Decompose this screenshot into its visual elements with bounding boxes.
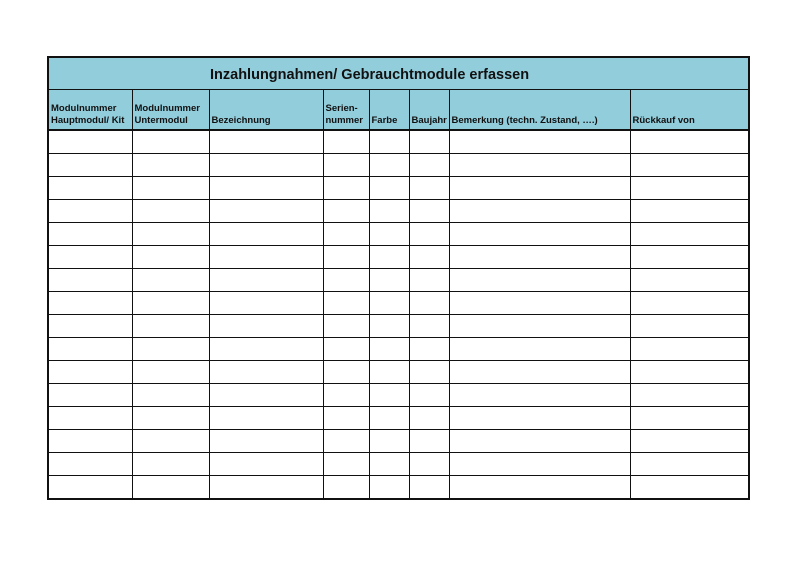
table-cell[interactable] (323, 268, 369, 291)
table-cell[interactable] (132, 153, 209, 176)
table-cell[interactable] (132, 245, 209, 268)
table-cell[interactable] (630, 245, 748, 268)
table-cell[interactable] (49, 475, 132, 498)
table-cell[interactable] (409, 475, 449, 498)
table-row (49, 153, 748, 176)
table-cell[interactable] (132, 429, 209, 452)
table-cell[interactable] (369, 406, 409, 429)
table-cell[interactable] (369, 222, 409, 245)
table-cell[interactable] (369, 452, 409, 475)
table-cell[interactable] (630, 291, 748, 314)
table-cell[interactable] (449, 153, 630, 176)
table-cell[interactable] (49, 337, 132, 360)
table-cell[interactable] (132, 268, 209, 291)
column-header-bemerkung: Bemerkung (techn. Zustand, ….) (449, 90, 630, 130)
table-cell[interactable] (369, 314, 409, 337)
form-title: Inzahlungnahmen/ Gebrauchtmodule erfassen (210, 67, 530, 83)
table-cell[interactable] (449, 475, 630, 498)
table-cell[interactable] (630, 176, 748, 199)
table-cell[interactable] (323, 452, 369, 475)
table-cell[interactable] (409, 429, 449, 452)
table-row (49, 475, 748, 498)
table-row (49, 406, 748, 429)
table-cell[interactable] (49, 429, 132, 452)
table-cell[interactable] (132, 383, 209, 406)
table-cell[interactable] (209, 475, 323, 498)
table-row (49, 360, 748, 383)
table-cell[interactable] (49, 314, 132, 337)
table-cell[interactable] (369, 383, 409, 406)
table-cell[interactable] (369, 475, 409, 498)
table-cell[interactable] (449, 360, 630, 383)
table-row (49, 337, 748, 360)
table-row (49, 222, 748, 245)
table-row (49, 130, 748, 153)
table-cell[interactable] (409, 176, 449, 199)
table-cell[interactable] (209, 130, 323, 153)
column-header-hauptmodul: Modulnummer Hauptmodul/ Kit (49, 90, 132, 130)
table-cell[interactable] (49, 406, 132, 429)
table-cell[interactable] (323, 176, 369, 199)
table-cell[interactable] (369, 153, 409, 176)
table-cell[interactable] (630, 337, 748, 360)
table-cell[interactable] (369, 130, 409, 153)
table-cell[interactable] (209, 268, 323, 291)
table-cell[interactable] (49, 452, 132, 475)
table-cell[interactable] (209, 406, 323, 429)
table-cell[interactable] (323, 475, 369, 498)
table-header-row (49, 90, 748, 130)
table-cell[interactable] (630, 314, 748, 337)
table-cell[interactable] (209, 314, 323, 337)
table-cell[interactable] (209, 199, 323, 222)
table-row (49, 199, 748, 222)
table-cell[interactable] (409, 314, 449, 337)
table-cell[interactable] (323, 222, 369, 245)
table-cell[interactable] (49, 268, 132, 291)
table-cell[interactable] (369, 337, 409, 360)
table-cell[interactable] (449, 199, 630, 222)
table-cell[interactable] (630, 268, 748, 291)
table-cell[interactable] (409, 199, 449, 222)
table-cell[interactable] (409, 245, 449, 268)
table-cell[interactable] (409, 360, 449, 383)
table-cell[interactable] (323, 337, 369, 360)
table-cell[interactable] (49, 130, 132, 153)
table-cell[interactable] (409, 222, 449, 245)
table-cell[interactable] (49, 176, 132, 199)
table-cell[interactable] (369, 199, 409, 222)
table-cell[interactable] (369, 291, 409, 314)
table-cell[interactable] (323, 406, 369, 429)
table-cell[interactable] (409, 291, 449, 314)
table-cell[interactable] (209, 452, 323, 475)
table-cell[interactable] (132, 199, 209, 222)
table-cell[interactable] (630, 360, 748, 383)
table-cell[interactable] (409, 383, 449, 406)
table-cell[interactable] (630, 153, 748, 176)
table-cell[interactable] (49, 291, 132, 314)
table-cell[interactable] (323, 314, 369, 337)
table-cell[interactable] (449, 130, 630, 153)
table-cell[interactable] (132, 314, 209, 337)
table-cell[interactable] (132, 452, 209, 475)
table-cell[interactable] (323, 360, 369, 383)
table-cell[interactable] (449, 337, 630, 360)
table-row (49, 314, 748, 337)
table-row (49, 383, 748, 406)
table-cell[interactable] (323, 291, 369, 314)
table-cell[interactable] (209, 383, 323, 406)
table-row (49, 268, 748, 291)
table-cell[interactable] (49, 153, 132, 176)
table-cell[interactable] (449, 429, 630, 452)
table-cell[interactable] (132, 291, 209, 314)
table-cell[interactable] (132, 176, 209, 199)
table-cell[interactable] (630, 383, 748, 406)
table-cell[interactable] (323, 153, 369, 176)
table-cell[interactable] (209, 222, 323, 245)
table-cell[interactable] (49, 199, 132, 222)
table-cell[interactable] (369, 429, 409, 452)
table-cell[interactable] (132, 337, 209, 360)
table-cell[interactable] (132, 130, 209, 153)
table-cell[interactable] (49, 383, 132, 406)
table-cell[interactable] (630, 199, 748, 222)
table-cell[interactable] (132, 222, 209, 245)
table-cell[interactable] (323, 245, 369, 268)
table-cell[interactable] (409, 406, 449, 429)
table-row (49, 291, 748, 314)
table-cell[interactable] (449, 176, 630, 199)
column-header-baujahr: Baujahr (409, 90, 449, 130)
table-cell[interactable] (449, 383, 630, 406)
table-cell[interactable] (409, 452, 449, 475)
table-cell[interactable] (449, 406, 630, 429)
table-row (49, 245, 748, 268)
table-cell[interactable] (209, 176, 323, 199)
table-cell[interactable] (132, 475, 209, 498)
table-cell[interactable] (132, 406, 209, 429)
table-cell[interactable] (209, 291, 323, 314)
table-cell[interactable] (409, 130, 449, 153)
table-row (49, 429, 748, 452)
table-cell[interactable] (630, 429, 748, 452)
table-cell[interactable] (209, 360, 323, 383)
intake-form-sheet (47, 56, 750, 500)
table-row (49, 452, 748, 475)
table-cell[interactable] (630, 452, 748, 475)
column-header-rueckkauf: Rückkauf von (630, 90, 748, 130)
intake-table (49, 90, 748, 498)
table-cell[interactable] (323, 429, 369, 452)
table-cell[interactable] (449, 268, 630, 291)
table-cell[interactable] (449, 245, 630, 268)
table-cell[interactable] (323, 199, 369, 222)
table-cell[interactable] (323, 130, 369, 153)
table-cell[interactable] (449, 291, 630, 314)
table-row (49, 176, 748, 199)
table-cell[interactable] (630, 406, 748, 429)
table-cell[interactable] (369, 176, 409, 199)
table-cell[interactable] (323, 383, 369, 406)
table-cell[interactable] (209, 153, 323, 176)
table-cell[interactable] (449, 452, 630, 475)
table-cell[interactable] (49, 360, 132, 383)
table-cell[interactable] (630, 222, 748, 245)
table-cell[interactable] (209, 429, 323, 452)
table-cell[interactable] (49, 222, 132, 245)
column-header-seriennummer: Serien- nummer (323, 90, 369, 130)
table-cell[interactable] (630, 130, 748, 153)
table-cell[interactable] (209, 245, 323, 268)
table-body (49, 130, 748, 498)
column-header-untermodul: Modulnummer Untermodul (132, 90, 209, 130)
table-cell[interactable] (449, 222, 630, 245)
table-cell[interactable] (630, 475, 748, 498)
column-header-farbe: Farbe (369, 90, 409, 130)
table-cell[interactable] (132, 360, 209, 383)
column-header-bezeichnung: Bezeichnung (209, 90, 323, 130)
form-title-bar (49, 58, 748, 90)
table-cell[interactable] (369, 245, 409, 268)
table-cell[interactable] (409, 268, 449, 291)
table-cell[interactable] (409, 337, 449, 360)
table-cell[interactable] (369, 360, 409, 383)
table-cell[interactable] (209, 337, 323, 360)
table-cell[interactable] (449, 314, 630, 337)
table-cell[interactable] (369, 268, 409, 291)
table-cell[interactable] (49, 245, 132, 268)
table-cell[interactable] (409, 153, 449, 176)
